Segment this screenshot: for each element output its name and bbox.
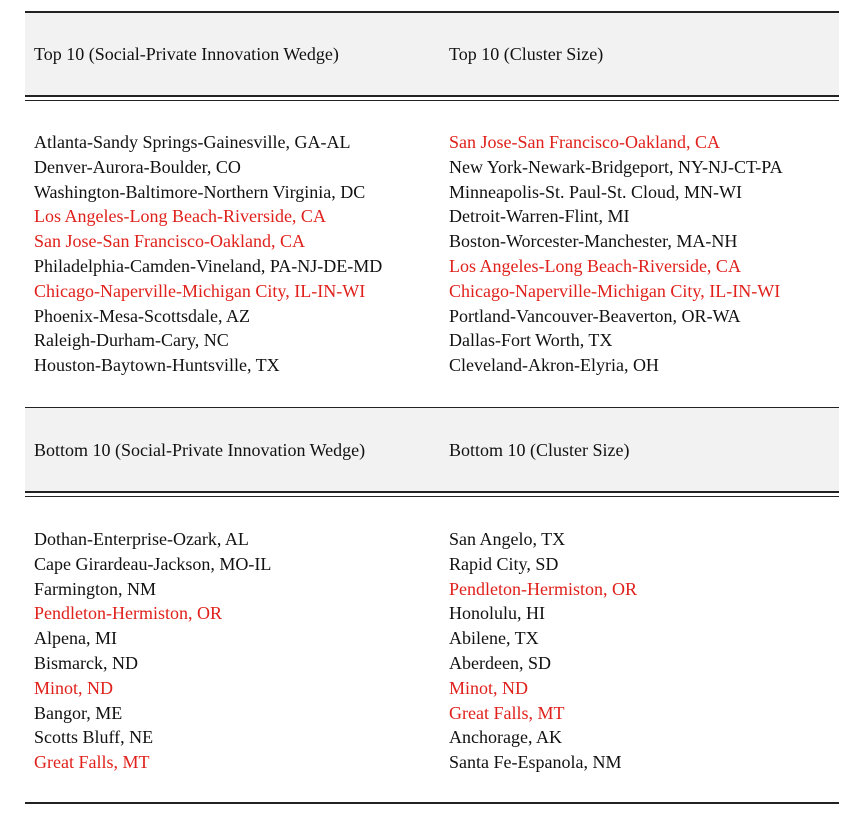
list-item: Cleveland-Akron-Elyria, OH	[449, 355, 659, 376]
list-item: Boston-Worcester-Manchester, MA-NH	[449, 231, 738, 252]
top-left-list	[34, 130, 382, 378]
list-item: San Angelo, TX	[449, 529, 566, 549]
list-item: Minneapolis-St. Paul-St. Cloud, MN-WI	[449, 181, 742, 202]
bottom-right-header: Bottom 10 (Cluster Size)	[449, 440, 630, 460]
list-item: Honolulu, HI	[449, 603, 545, 624]
list-item: Great Falls, MT	[34, 752, 150, 773]
list-item: Minot, ND	[449, 677, 529, 698]
list-item: Chicago-Naperville-Michigan City, IL-IN-WI	[449, 280, 781, 301]
bottom-right-list	[449, 527, 637, 775]
bottom-header-rule-1	[25, 491, 839, 493]
bottom-left-header: Bottom 10 (Social-Private Innovation Wedge)	[34, 440, 366, 460]
list-item: Alpena, MI	[34, 628, 117, 649]
table-bottom-rule	[25, 802, 839, 804]
list-item: Aberdeen, SD	[449, 652, 551, 673]
top-right-list	[449, 130, 783, 378]
list-item: Portland-Vancouver-Beaverton, OR-WA	[449, 305, 741, 326]
list-item: Santa Fe-Espanola, NM	[449, 752, 622, 773]
list-item: Dallas-Fort Worth, TX	[449, 330, 613, 351]
list-item: Bismarck, ND	[34, 652, 138, 673]
list-item: San Jose-San Francisco-Oakland, CA	[449, 132, 720, 152]
list-item: Pendleton-Hermiston, OR	[34, 603, 222, 624]
bottom-header-rule-2	[25, 496, 839, 497]
top-left-header: Top 10 (Social-Private Innovation Wedge)	[34, 44, 339, 64]
list-item: Dothan-Enterprise-Ozark, AL	[34, 529, 249, 549]
list-item: Raleigh-Durham-Cary, NC	[34, 330, 229, 351]
list-item: Phoenix-Mesa-Scottsdale, AZ	[34, 305, 250, 326]
list-item: Scotts Bluff, NE	[34, 727, 154, 748]
top-header-rule-1	[25, 95, 839, 97]
bottom-left-list	[34, 527, 271, 775]
list-item: Los Angeles-Long Beach-Riverside, CA	[34, 206, 326, 227]
list-item: Los Angeles-Long Beach-Riverside, CA	[449, 255, 741, 276]
list-item: Anchorage, AK	[449, 727, 562, 748]
list-item: Pendleton-Hermiston, OR	[449, 578, 637, 599]
list-item: Bangor, ME	[34, 702, 123, 723]
top-header-rule-2	[25, 100, 839, 101]
top-right-header: Top 10 (Cluster Size)	[449, 44, 604, 64]
list-item: Washington-Baltimore-Northern Virginia, DC	[34, 181, 366, 202]
list-item: Detroit-Warren-Flint, MI	[449, 206, 630, 227]
list-item: Philadelphia-Camden-Vineland, PA-NJ-DE-MD	[34, 255, 383, 276]
list-item: Denver-Aurora-Boulder, CO	[34, 156, 241, 177]
list-item: Minot, ND	[34, 677, 114, 698]
list-item: Atlanta-Sandy Springs-Gainesville, GA-AL	[34, 132, 351, 152]
list-item: Houston-Baytown-Huntsville, TX	[34, 355, 280, 376]
list-item: San Jose-San Francisco-Oakland, CA	[34, 231, 305, 252]
list-item: Farmington, NM	[34, 578, 157, 599]
list-item: Great Falls, MT	[449, 702, 565, 723]
list-item: Chicago-Naperville-Michigan City, IL-IN-WI	[34, 280, 366, 301]
list-item: New York-Newark-Bridgeport, NY-NJ-CT-PA	[449, 156, 783, 177]
list-item: Cape Girardeau-Jackson, MO-IL	[34, 553, 272, 574]
list-item: Abilene, TX	[449, 628, 539, 649]
list-item: Rapid City, SD	[449, 553, 559, 574]
